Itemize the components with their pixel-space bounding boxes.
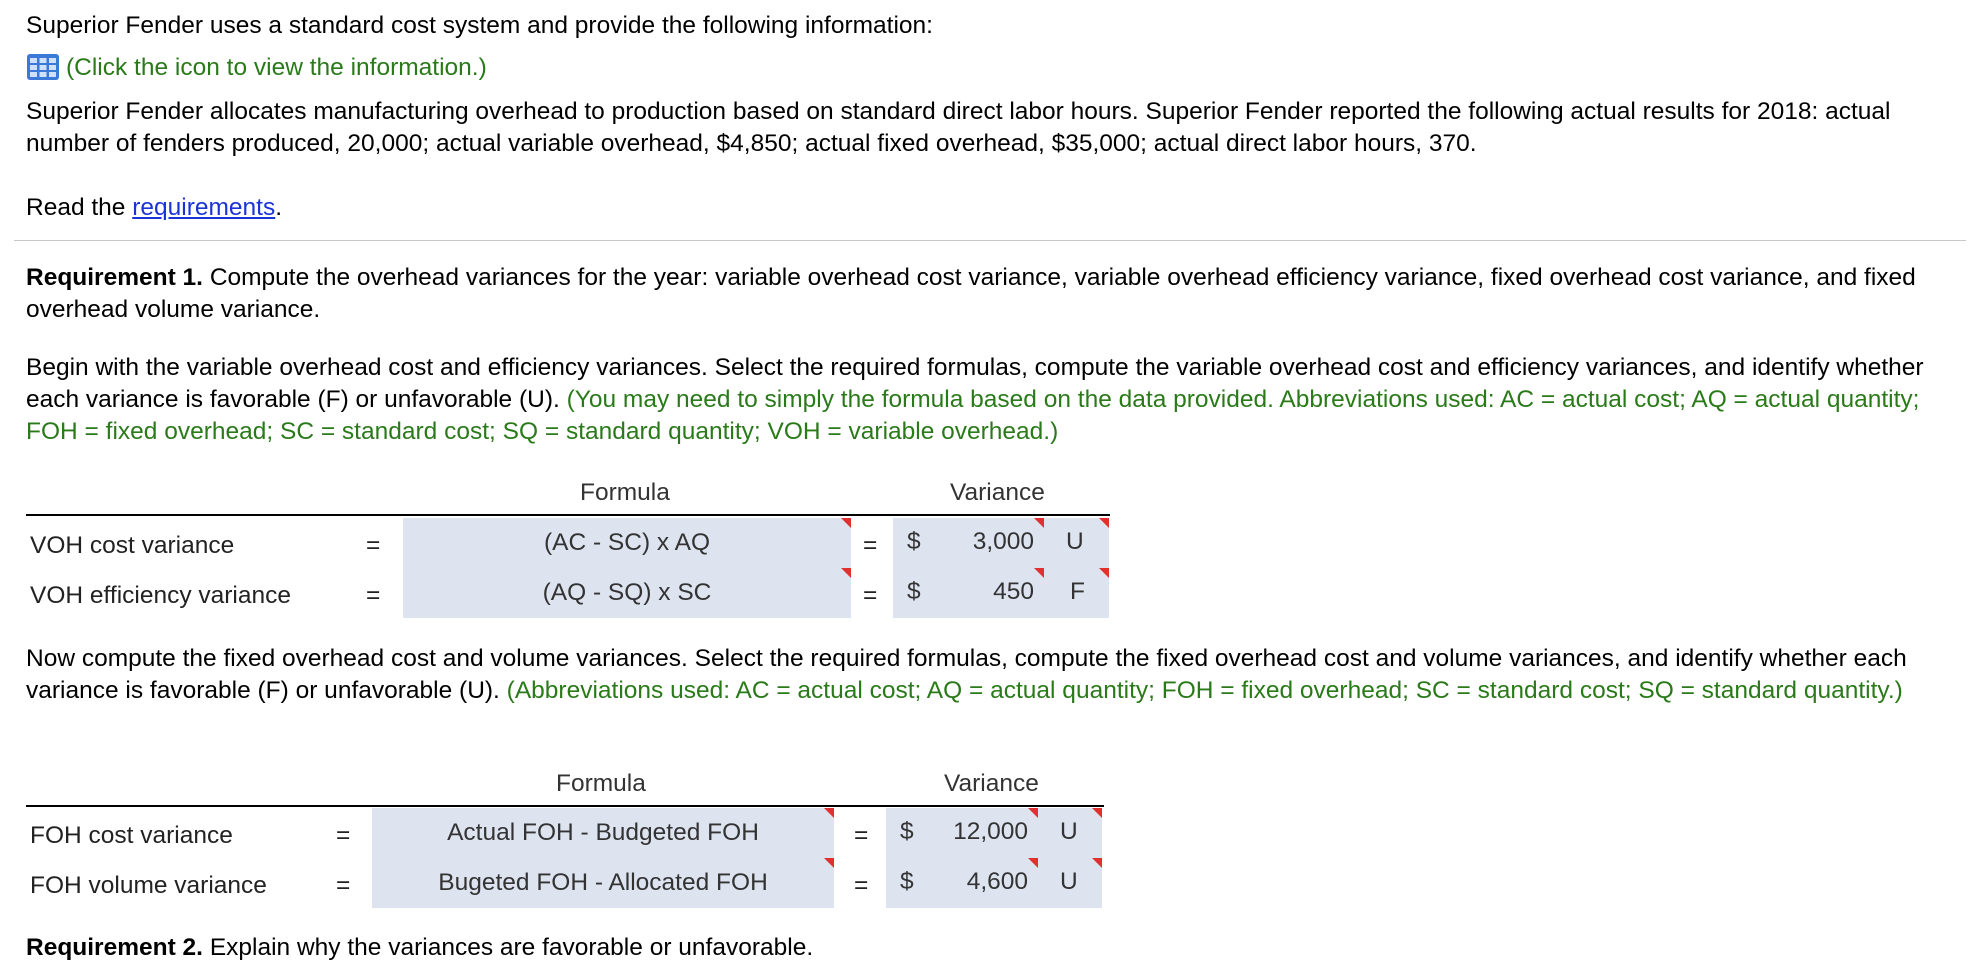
red-corner-flag-icon bbox=[841, 518, 851, 528]
dollar-sign: $ bbox=[900, 818, 914, 845]
foh-instructions-note: (Abbreviations used: AC = actual cost; AQ = actual quantity; FOH = fixed overhead; SC = standard cost; SQ = standard quantity.) bbox=[506, 677, 1903, 704]
voh-efficiency-formula-select[interactable]: (AQ - SQ) x SC bbox=[403, 568, 851, 618]
foh-formula-header: Formula bbox=[556, 770, 646, 797]
intro-line: Superior Fender uses a standard cost system and provide the following information: bbox=[26, 12, 933, 39]
red-corner-flag-icon bbox=[841, 568, 851, 578]
info-link-text[interactable]: (Click the icon to view the information.) bbox=[66, 54, 487, 81]
foh-instructions-text: Now compute the fixed overhead cost and volume variances. Select the required formulas, compute the fixed overhead cost and volume variances, and identify whether each variance is favorable (F) or unfavorable (U). bbox=[26, 645, 1907, 704]
equals-sign: = bbox=[854, 872, 869, 899]
foh-cost-variance-label: FOH cost variance bbox=[30, 822, 233, 849]
voh-header-rule bbox=[26, 514, 1110, 516]
voh-cost-formula-select[interactable]: (AC - SC) x AQ bbox=[403, 518, 851, 568]
red-corner-flag-icon bbox=[1092, 808, 1102, 818]
red-corner-flag-icon bbox=[1099, 518, 1109, 528]
voh-efficiency-variance-label: VOH efficiency variance bbox=[30, 582, 291, 609]
voh-instructions-text: Begin with the variable overhead cost and efficiency variances. Select the required formulas, compute the variable overhead cost and efficiency variances, and identify whether each variance is favorable (F) or unfavorable (U). bbox=[26, 354, 1924, 413]
voh-cost-variance-amount[interactable]: 3,000 bbox=[972, 528, 1034, 555]
table-grid-icon[interactable] bbox=[26, 53, 60, 81]
red-corner-flag-icon bbox=[1028, 808, 1038, 818]
equals-sign: = bbox=[863, 582, 878, 609]
voh-formula-header: Formula bbox=[580, 479, 670, 506]
red-corner-flag-icon bbox=[1028, 858, 1038, 868]
intro-paragraph: Superior Fender allocates manufacturing overhead to production based on standard direct labor hours. Superior Fender reported the following actual results for 2018: actual number of fenders produced, 20,000; actual variable overhead, $4,850; actual fixed overhead, $35,000; actual direct labor hours, 370. bbox=[26, 98, 1891, 157]
red-corner-flag-icon bbox=[1099, 568, 1109, 578]
voh-variance-header: Variance bbox=[950, 479, 1045, 506]
foh-header-rule bbox=[26, 805, 1104, 807]
dollar-sign: $ bbox=[907, 578, 921, 605]
divider bbox=[14, 240, 1966, 241]
foh-cost-variance-fu[interactable]: U bbox=[1060, 818, 1078, 845]
foh-volume-formula-select[interactable]: Bugeted FOH - Allocated FOH bbox=[372, 858, 834, 908]
red-corner-flag-icon bbox=[824, 858, 834, 868]
voh-cost-variance-fu[interactable]: U bbox=[1066, 528, 1084, 555]
red-corner-flag-icon bbox=[1092, 858, 1102, 868]
voh-cost-variance-label: VOH cost variance bbox=[30, 532, 235, 559]
requirements-link[interactable]: requirements bbox=[132, 194, 276, 221]
red-corner-flag-icon bbox=[1034, 518, 1044, 528]
read-suffix: . bbox=[275, 194, 283, 221]
requirement-2-text: Explain why the variances are favorable or unfavorable. bbox=[209, 934, 814, 961]
equals-sign: = bbox=[863, 532, 878, 559]
requirement-1 bbox=[26, 262, 1956, 326]
info-link-row[interactable] bbox=[26, 52, 487, 84]
equals-sign: = bbox=[854, 822, 869, 849]
voh-instructions bbox=[26, 352, 1956, 448]
red-corner-flag-icon bbox=[1034, 568, 1044, 578]
read-prefix: Read the bbox=[26, 194, 126, 221]
foh-volume-variance-label: FOH volume variance bbox=[30, 872, 267, 899]
foh-volume-variance-amount[interactable]: 4,600 bbox=[966, 868, 1028, 895]
equals-sign: = bbox=[336, 872, 351, 899]
foh-volume-variance-fu[interactable]: U bbox=[1060, 868, 1078, 895]
foh-cost-variance-amount[interactable]: 12,000 bbox=[953, 818, 1028, 845]
read-requirements-row bbox=[26, 192, 282, 224]
voh-instructions-note: (You may need to simply the formula based on the data provided. Abbreviations used: AC = actual cost; AQ = actual quantity; FOH = fixed overhead; SC = standard cost; SQ = standard quantity; VOH = variable overhead.) bbox=[26, 386, 1920, 445]
requirement-1-text: Compute the overhead variances for the year: variable overhead cost variance, variable overhead efficiency variance, fixed overhead cost variance, and fixed overhead volume variance. bbox=[26, 264, 1916, 323]
requirement-2 bbox=[26, 932, 1956, 964]
requirement-2-label: Requirement 2. bbox=[26, 934, 203, 961]
foh-cost-formula-select[interactable]: Actual FOH - Budgeted FOH bbox=[372, 808, 834, 858]
equals-sign: = bbox=[366, 532, 381, 559]
requirement-1-label: Requirement 1. bbox=[26, 264, 203, 291]
dollar-sign: $ bbox=[900, 868, 914, 895]
foh-instructions bbox=[26, 643, 1956, 707]
red-corner-flag-icon bbox=[824, 808, 834, 818]
voh-efficiency-variance-amount[interactable]: 450 bbox=[993, 578, 1034, 605]
equals-sign: = bbox=[366, 582, 381, 609]
equals-sign: = bbox=[336, 822, 351, 849]
foh-variance-header: Variance bbox=[944, 770, 1039, 797]
dollar-sign: $ bbox=[907, 528, 921, 555]
voh-efficiency-variance-fu[interactable]: F bbox=[1070, 578, 1085, 605]
